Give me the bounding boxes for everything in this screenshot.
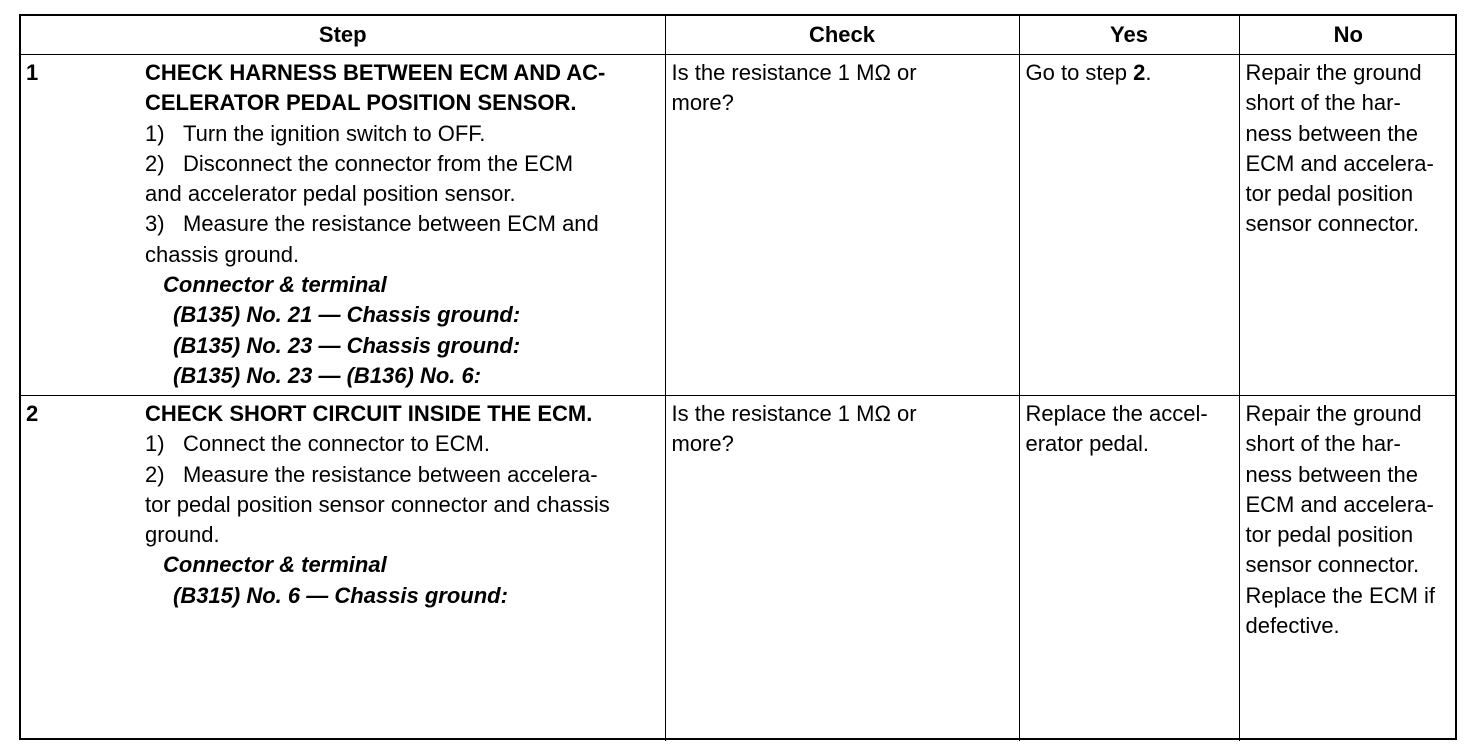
procedure-step: 1) Connect the connector to ECM. — [145, 431, 490, 457]
header-check: Check — [665, 16, 1019, 55]
yes-text: Replace the accel- — [1025, 401, 1208, 426]
no-text: short of the har- — [1245, 431, 1401, 457]
yes-step-ref: 2 — [1133, 60, 1146, 85]
check-text: Is the resistance 1 MΩ or — [671, 60, 917, 85]
no-cell — [1239, 396, 1457, 742]
step-cell — [21, 55, 665, 396]
step-title: CELERATOR PEDAL POSITION SENSOR. — [145, 90, 577, 116]
no-text: ECM and accelera- — [1245, 150, 1434, 176]
no-text: short of the har- — [1245, 90, 1401, 116]
yes-text-suffix: . — [1145, 60, 1152, 85]
no-text: Repair the ground — [1245, 401, 1422, 426]
terminal-spec: (B135) No. 21 — Chassis ground: — [173, 302, 521, 328]
step-body — [21, 55, 665, 391]
check-text: Is the resistance 1 MΩ or — [671, 401, 917, 426]
step-title: CHECK HARNESS BETWEEN ECM AND AC- — [145, 60, 606, 85]
header-yes: Yes — [1019, 16, 1239, 55]
no-text: Replace the ECM if — [1245, 582, 1436, 608]
procedure-step: 2) Measure the resistance between accelera- — [145, 461, 598, 487]
no-text: tor pedal position — [1245, 522, 1414, 548]
check-cell — [665, 55, 1019, 396]
procedure-step-cont: ground. — [145, 522, 220, 548]
header-no: No — [1239, 16, 1457, 55]
no-text: sensor connector. — [1245, 211, 1420, 237]
no-text: defective. — [1245, 613, 1340, 639]
step-number: 1 — [26, 60, 39, 85]
check-text: more? — [671, 90, 734, 116]
yes-text: Go to step — [1025, 60, 1134, 85]
procedure-step-cont: chassis ground. — [145, 241, 300, 267]
no-text: sensor connector. — [1245, 552, 1420, 578]
no-text: Repair the ground — [1245, 60, 1422, 85]
procedure-step-cont: and accelerator pedal position sensor. — [145, 181, 516, 207]
connector-heading: Connector & terminal — [163, 552, 387, 578]
terminal-spec: (B135) No. 23 — (B136) No. 6: — [173, 362, 482, 388]
step-number: 2 — [26, 401, 39, 426]
no-text: ness between the — [1245, 461, 1418, 487]
table-row — [21, 55, 1457, 396]
step-body — [21, 396, 665, 611]
check-text: more? — [671, 431, 734, 457]
no-text: ECM and accelera- — [1245, 491, 1434, 517]
header-step: Step — [21, 16, 665, 55]
yes-cell — [1019, 55, 1239, 396]
check-cell — [665, 396, 1019, 742]
terminal-spec: (B135) No. 23 — Chassis ground: — [173, 332, 521, 358]
procedure-step-cont: tor pedal position sensor connector and chassis — [145, 491, 610, 517]
connector-heading: Connector & terminal — [163, 272, 387, 298]
table-row — [21, 396, 1457, 742]
diagnostic-table — [21, 16, 1457, 741]
no-text: tor pedal position — [1245, 181, 1414, 207]
no-cell — [1239, 55, 1457, 396]
procedure-step: 1) Turn the ignition switch to OFF. — [145, 120, 486, 146]
yes-cell — [1019, 396, 1239, 742]
procedure-step: 3) Measure the resistance between ECM and — [145, 211, 599, 237]
table-header-row — [21, 16, 1457, 55]
diagnostic-table-container — [19, 14, 1457, 740]
no-text: ness between the — [1245, 120, 1418, 146]
step-title: CHECK SHORT CIRCUIT INSIDE THE ECM. — [145, 401, 593, 426]
step-cell — [21, 396, 665, 742]
yes-text: erator pedal. — [1025, 431, 1150, 457]
terminal-spec: (B315) No. 6 — Chassis ground: — [173, 582, 508, 608]
procedure-step: 2) Disconnect the connector from the ECM — [145, 150, 574, 176]
